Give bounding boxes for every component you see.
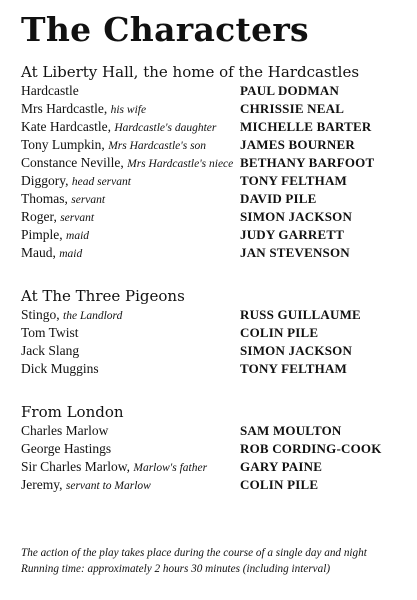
cast-row — [21, 136, 401, 154]
actor-name: DAVID PILE — [240, 191, 317, 206]
cast-row — [21, 100, 401, 118]
actor-name: COLIN PILE — [240, 477, 319, 492]
role-name: Maud, maid — [21, 245, 83, 260]
cast-row — [21, 360, 401, 378]
role-name: Tom Twist — [21, 325, 79, 340]
role-name: Jack Slang — [21, 343, 80, 358]
cast-row — [21, 172, 401, 190]
actor-name: SIMON JACKSON — [240, 343, 353, 358]
role-name: Dick Muggins — [21, 361, 99, 376]
cast-row — [21, 476, 401, 494]
section-from-london — [21, 402, 401, 494]
production-notes — [21, 545, 406, 577]
role-name: Thomas, servant — [21, 191, 106, 206]
actor-name: GARY PAINE — [240, 459, 323, 474]
cast-row — [21, 458, 401, 476]
role-name: Charles Marlow — [21, 423, 109, 438]
actor-name: MICHELLE BARTER — [240, 119, 372, 134]
cast-row — [21, 208, 401, 226]
role-name: Roger, servant — [21, 209, 95, 224]
cast-row — [21, 226, 401, 244]
page-title: The Characters — [21, 10, 309, 49]
actor-name: COLIN PILE — [240, 325, 319, 340]
actor-name: ROB CORDING-COOK — [240, 441, 382, 456]
cast-row — [21, 82, 401, 100]
cast-row — [21, 190, 401, 208]
actor-name: JUDY GARRETT — [240, 227, 345, 242]
actor-name: BETHANY BARFOOT — [240, 155, 375, 170]
role-name: Tony Lumpkin, Mrs Hardcastle's son — [21, 137, 207, 152]
section-heading: At The Three Pigeons — [21, 287, 185, 305]
role-name: Diggory, head servant — [21, 173, 131, 188]
cast-row — [21, 154, 401, 172]
cast-row — [21, 422, 401, 440]
actor-name: SAM MOULTON — [240, 423, 342, 438]
section-heading: From London — [21, 403, 124, 421]
actor-name: RUSS GUILLAUME — [240, 307, 361, 322]
role-name: Mrs Hardcastle, his wife — [21, 101, 147, 116]
role-name: Jeremy, servant to Marlow — [21, 477, 151, 492]
cast-row — [21, 342, 401, 360]
actor-name: PAUL DODMAN — [240, 83, 340, 98]
role-name: Hardcastle — [21, 83, 79, 98]
actor-name: CHRISSIE NEAL — [240, 101, 345, 116]
actor-name: JAN STEVENSON — [240, 245, 350, 260]
actor-name: SIMON JACKSON — [240, 209, 353, 224]
actor-name: JAMES BOURNER — [240, 137, 355, 152]
role-name: Pimple, maid — [21, 227, 90, 242]
cast-row — [21, 440, 401, 458]
role-name: Kate Hardcastle, Hardcastle's daughter — [21, 119, 217, 134]
cast-row — [21, 324, 401, 342]
section-three-pigeons — [21, 286, 401, 378]
role-name: Stingo, the Landlord — [21, 307, 123, 322]
section-liberty-hall — [21, 62, 401, 262]
cast-row — [21, 244, 401, 262]
role-name: Constance Neville, Mrs Hardcastle's niece — [21, 155, 234, 170]
cast-row — [21, 306, 401, 324]
role-name: Sir Charles Marlow, Marlow's father — [21, 459, 208, 474]
running-time-note: Running time: approximately 2 hours 30 minutes (including interval) — [21, 563, 331, 575]
cast-row — [21, 118, 401, 136]
role-name: George Hastings — [21, 441, 112, 456]
actor-name: TONY FELTHAM — [240, 361, 348, 376]
actor-name: TONY FELTHAM — [240, 173, 348, 188]
setting-note: The action of the play takes place during the course of a single day and night — [21, 547, 367, 559]
section-heading: At Liberty Hall, the home of the Hardcastles — [21, 63, 360, 81]
